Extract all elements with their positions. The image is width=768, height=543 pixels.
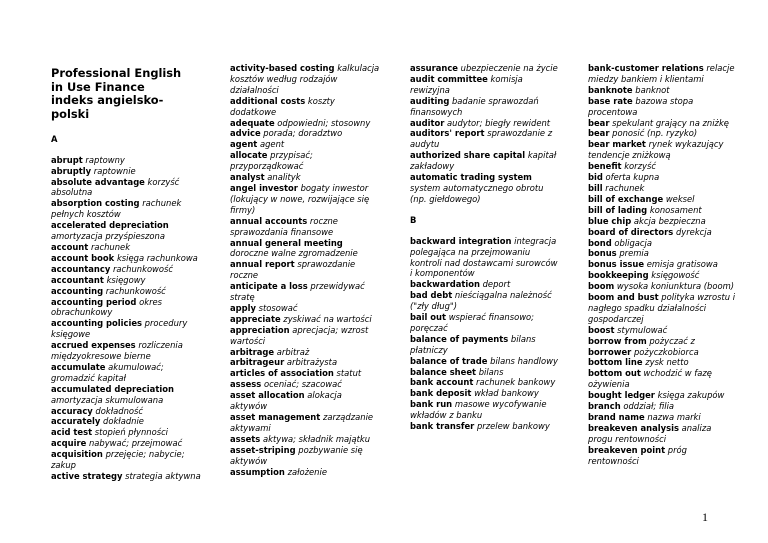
glossary-entry <box>230 434 380 445</box>
entry-term: accumulated depreciation <box>51 383 174 394</box>
entry-term: annual report <box>230 259 295 270</box>
glossary-entry <box>230 118 380 129</box>
glossary-entry <box>410 96 560 118</box>
entry-term: bail out <box>410 312 447 323</box>
entry-translation: stopień płynności <box>94 427 168 438</box>
entry-term: account book <box>51 252 115 263</box>
entry-translation: kapitał zakładowy <box>410 150 557 172</box>
entry-term: boom <box>588 281 615 292</box>
glossary-entry <box>230 325 380 347</box>
entry-term: bad debt <box>410 290 453 301</box>
entry-translation: stymulować <box>617 324 668 335</box>
glossary-entry <box>410 312 560 334</box>
entry-list <box>230 63 380 477</box>
entry-translation: bazowa stopa procentowa <box>588 95 694 117</box>
glossary-entry <box>51 275 201 286</box>
glossary-entry <box>588 259 738 270</box>
entry-translation: wchodzić w fazę ożywienia <box>588 368 712 390</box>
glossary-entry <box>230 314 380 325</box>
glossary-entry <box>410 236 560 280</box>
entry-translation: rachunek pełnych kosztów <box>51 198 182 220</box>
glossary-entry <box>51 286 201 297</box>
entry-translation: alokacja aktywów <box>230 390 342 412</box>
entry-translation: księgowość <box>651 270 700 281</box>
entry-term: breakeven analysis <box>588 422 679 433</box>
entry-term: abrupt <box>51 154 83 165</box>
entry-term: backwardation <box>410 279 480 290</box>
entry-term: accountant <box>51 274 104 285</box>
entry-term: bear <box>588 128 610 139</box>
entry-term: activity-based costing <box>230 63 335 73</box>
entry-term: bank-customer relations <box>588 63 704 73</box>
glossary-entry <box>588 390 738 401</box>
entry-translation: amortyzacja skumulowana <box>51 394 164 405</box>
glossary-entry <box>230 357 380 368</box>
glossary-entry <box>410 377 560 388</box>
entry-translation: stosować <box>258 302 298 313</box>
entry-translation: system automatycznego obrotu (np. giełdowego) <box>410 182 544 204</box>
entry-translation: próg rentowności <box>588 444 687 466</box>
entry-translation: założenie <box>287 466 327 477</box>
glossary-entry <box>51 384 201 406</box>
entry-term: accountancy <box>51 263 111 274</box>
entry-translation: analityk <box>267 172 301 183</box>
glossary-entry <box>230 96 380 118</box>
entry-term: anticipate a loss <box>230 281 308 292</box>
glossary-entry <box>588 227 738 238</box>
entry-translation: kalkulacja kosztów według rodzajów działalności <box>230 63 380 95</box>
glossary-entry <box>588 216 738 227</box>
entry-translation: rynek wykazujący tendencje zniżkową <box>588 139 724 161</box>
glossary-entry <box>51 198 201 220</box>
glossary-entry <box>51 449 201 471</box>
entry-term: audit committee <box>410 73 488 84</box>
glossary-entry <box>588 325 738 336</box>
entry-term: absorption costing <box>51 198 140 209</box>
entry-translation: strategia aktywna <box>125 471 201 481</box>
glossary-entry <box>230 303 380 314</box>
glossary-entry <box>51 297 201 319</box>
entry-term: accurately <box>51 416 101 427</box>
entry-translation: sprawozdanie z audytu <box>410 128 553 150</box>
glossary-entry <box>230 238 380 260</box>
entry-translation: zarządzanie aktywami <box>230 412 374 433</box>
glossary-entry <box>410 367 560 378</box>
glossary-entry <box>588 248 738 259</box>
glossary-entry <box>588 412 738 423</box>
glossary-entry <box>51 406 201 417</box>
entry-term: benefit <box>588 161 622 172</box>
entry-term: arbitrage <box>230 346 275 357</box>
entry-translation: obligacja <box>614 237 652 248</box>
entry-term: authorized share capital <box>410 150 526 161</box>
entry-term: asset allocation <box>230 390 305 401</box>
entry-term: bonus issue <box>588 259 645 270</box>
entry-translation: nieściągalna należność ("zły dług") <box>410 290 552 312</box>
entry-term: breakeven point <box>588 444 666 455</box>
entry-term: accounting <box>51 285 104 296</box>
entry-translation: wkład bankowy <box>474 388 539 399</box>
glossary-entry <box>51 362 201 384</box>
entry-term: assets <box>230 433 261 444</box>
glossary-entry <box>230 259 380 281</box>
entry-term: bear <box>588 117 610 128</box>
entry-translation: przewidywać stratę <box>230 281 365 303</box>
glossary-entry <box>588 357 738 368</box>
glossary-entry <box>230 281 380 303</box>
glossary-entry <box>230 445 380 467</box>
glossary-entry <box>230 128 380 139</box>
entry-term: articles of association <box>230 368 334 379</box>
entry-term: acquire <box>51 438 87 449</box>
entry-translation: emisja gratisowa <box>646 259 718 270</box>
entry-translation: bilans płatniczy <box>410 333 536 355</box>
entry-term: auditors' report <box>410 128 485 139</box>
entry-translation: spekulant grający na zniżkę <box>612 117 729 128</box>
entry-translation: sprawozdanie roczne <box>230 259 356 281</box>
glossary-entry <box>51 220 201 242</box>
entry-term: bottom out <box>588 368 641 379</box>
entry-translation: rachunek <box>605 182 645 193</box>
glossary-entry <box>230 216 380 238</box>
entry-term: branch <box>588 401 621 412</box>
entry-term: arbitrageur <box>230 357 285 368</box>
entry-translation: badanie sprawozdań finansowych <box>410 95 539 117</box>
glossary-entry <box>230 412 380 434</box>
entry-translation: rachunkowość <box>105 285 166 296</box>
entry-term: balance sheet <box>410 366 477 377</box>
entry-term: angel investor <box>230 182 298 193</box>
glossary-entry <box>588 347 738 358</box>
entry-term: bottom line <box>588 357 643 368</box>
glossary-entry <box>230 467 380 478</box>
entry-translation: integracja polegająca na przejmowaniu kontroli nad dostawcami surowców i komponentów <box>410 235 558 279</box>
entry-term: advice <box>230 128 261 139</box>
entry-translation: koszty dodatkowe <box>230 95 335 117</box>
entry-translation: konosament <box>649 204 702 215</box>
glossary-entry <box>51 264 201 275</box>
entry-translation: amortyzacja przyśpieszona <box>51 231 165 242</box>
entry-term: acquisition <box>51 449 103 460</box>
entry-term: backward integration <box>410 235 512 246</box>
entry-term: active strategy <box>51 471 123 481</box>
glossary-entry <box>230 390 380 412</box>
glossary-entry <box>230 63 380 96</box>
entry-translation: nazwa marki <box>647 412 701 422</box>
entry-translation: zysk netto <box>645 357 689 368</box>
entry-term: auditing <box>410 95 450 106</box>
entry-term: assess <box>230 379 262 390</box>
glossary-entry <box>230 150 380 172</box>
entry-term: agent <box>230 139 258 150</box>
entry-term: annual accounts <box>230 215 308 226</box>
entry-term: bond <box>588 237 612 248</box>
entry-term: bank run <box>410 399 453 410</box>
entry-translation: przelew bankowy <box>476 421 550 432</box>
entry-translation: statut <box>336 368 362 379</box>
entry-list <box>588 63 738 467</box>
glossary-entry <box>230 379 380 390</box>
entry-translation: odpowiedni; stosowny <box>277 117 371 128</box>
entry-list <box>410 63 560 205</box>
entry-translation: komisja rewizyjna <box>410 73 523 95</box>
glossary-entry <box>588 161 738 172</box>
column-2 <box>230 63 380 477</box>
entry-translation: bilans handlowy <box>490 355 558 366</box>
entry-translation: akumulować; gromadzić kapitał <box>51 361 164 383</box>
glossary-entry <box>230 368 380 379</box>
glossary-entry <box>51 340 201 362</box>
entry-translation: akcja bezpieczna <box>633 215 706 226</box>
entry-translation: weksel <box>665 193 695 204</box>
entry-translation: agent <box>259 139 285 150</box>
glossary-entry <box>588 183 738 194</box>
entry-term: acid test <box>51 427 93 438</box>
glossary-entry <box>588 118 738 129</box>
entry-translation: księgowy <box>106 274 146 285</box>
entry-term: bookkeeping <box>588 270 649 281</box>
section-letter-a: A <box>51 133 58 144</box>
glossary-entry <box>410 74 560 96</box>
page-number: 1 <box>702 510 708 524</box>
entry-term: automatic trading system <box>410 172 532 183</box>
column-1 <box>51 63 201 482</box>
glossary-entry <box>230 139 380 150</box>
glossary-entry <box>410 150 560 172</box>
glossary-entry <box>588 205 738 216</box>
entry-term: assurance <box>410 63 458 73</box>
glossary-entry <box>410 279 560 290</box>
glossary-entry <box>588 292 738 325</box>
entry-translation: rozliczenia międzyokresowe bierne <box>51 340 183 362</box>
entry-translation: premia <box>619 248 649 259</box>
entry-term: balance of trade <box>410 355 488 366</box>
glossary-entry <box>51 471 201 482</box>
entry-term: asset management <box>230 412 321 422</box>
glossary-entry <box>410 356 560 367</box>
entry-term: bill of exchange <box>588 193 664 204</box>
entry-term: board of directors <box>588 226 674 237</box>
entry-term: boom and bust <box>588 292 659 303</box>
glossary-entry <box>51 166 201 177</box>
entry-term: accounting policies <box>51 318 142 329</box>
glossary-entry <box>588 96 738 118</box>
entry-translation: pożyczkobiorca <box>633 346 699 357</box>
entry-translation: bilans <box>478 366 504 377</box>
entry-translation: rachunkowość <box>112 263 174 274</box>
entry-term: absolute advantage <box>51 176 145 187</box>
glossary-entry <box>410 118 560 129</box>
glossary-entry <box>410 421 560 432</box>
entry-term: bonus <box>588 248 617 259</box>
entry-translation: deport <box>482 279 511 290</box>
entry-translation: dokładność <box>95 405 143 416</box>
entry-translation: wysoka koniunktura (boom) <box>616 281 735 292</box>
glossary-entry <box>588 85 738 96</box>
entry-term: accuracy <box>51 405 93 416</box>
glossary-entry <box>51 318 201 340</box>
glossary-entry <box>588 401 738 412</box>
glossary-entry <box>588 336 738 347</box>
entry-translation: aktywa; składnik majątku <box>262 433 371 444</box>
entry-translation: arbitrażysta <box>286 357 338 368</box>
entry-translation: procedury księgowe <box>51 318 188 340</box>
entry-term: auditor <box>410 117 445 128</box>
entry-translation: analiza progu rentowności <box>588 422 712 444</box>
entry-term: balance of payments <box>410 333 509 344</box>
entry-translation: porada; doradztwo <box>263 128 343 139</box>
entry-translation: oferta kupna <box>605 172 660 183</box>
glossary-entry <box>51 155 201 166</box>
entry-term: banknote <box>588 84 633 95</box>
entry-translation: dyrekcja <box>675 226 712 237</box>
entry-term: bill <box>588 182 603 193</box>
entry-translation: audytor; biegły rewident <box>447 117 551 128</box>
glossary-entry <box>51 427 201 438</box>
section-letter-b: B <box>410 214 417 225</box>
glossary-entry <box>588 139 738 161</box>
entry-term: abruptly <box>51 165 92 176</box>
entry-term: bought ledger <box>588 390 655 401</box>
entry-term: accrued expenses <box>51 340 136 351</box>
entry-translation: przejęcie; nabycie; zakup <box>51 449 185 471</box>
entry-term: borrower <box>588 346 632 357</box>
glossary-entry <box>588 270 738 281</box>
entry-translation: pożyczać z <box>649 335 695 346</box>
glossary-entry <box>230 172 380 183</box>
entry-translation: księga zakupów <box>657 390 725 401</box>
entry-term: borrow from <box>588 335 647 346</box>
glossary-entry <box>588 423 738 445</box>
entry-term: bid <box>588 172 603 183</box>
entry-term: bank transfer <box>410 421 475 432</box>
glossary-entry <box>51 253 201 264</box>
entry-term: analyst <box>230 172 265 183</box>
glossary-entry <box>410 172 560 205</box>
entry-translation: ponosić (np. ryzyko) <box>612 128 698 139</box>
entry-term: asset-striping <box>230 444 296 455</box>
entry-translation: oceniać; szacować <box>263 379 342 390</box>
entry-translation: aprecjacja; wzrost wartości <box>230 324 369 346</box>
entry-translation: oddział; filia <box>623 401 675 412</box>
entry-translation: raptowny <box>85 154 125 165</box>
glossary-entry <box>410 399 560 421</box>
glossary-entry <box>410 290 560 312</box>
glossary-entry <box>410 63 560 74</box>
entry-term: bank account <box>410 377 474 388</box>
glossary-entry <box>588 281 738 292</box>
entry-translation: rachunek bankowy <box>476 377 556 388</box>
glossary-entry <box>51 416 201 427</box>
glossary-entry <box>588 445 738 467</box>
entry-term: bear market <box>588 139 646 150</box>
entry-term: appreciate <box>230 313 281 324</box>
entry-translation: bogaty inwestor (lokujący w nowe, rozwijające się firmy) <box>230 182 370 215</box>
entry-term: additional costs <box>230 95 306 106</box>
glossary-entry <box>588 63 738 85</box>
glossary-entry <box>51 242 201 253</box>
entry-translation: raptownie <box>93 165 136 176</box>
glossary-entry <box>230 347 380 358</box>
entry-term: boost <box>588 324 615 335</box>
glossary-entry <box>588 172 738 183</box>
entry-translation: rachunek <box>90 241 131 252</box>
entry-list <box>410 236 560 432</box>
entry-translation: korzyść <box>624 161 656 172</box>
column-4 <box>588 63 738 467</box>
document-title: Professional English in Use Finance indeks angielsko-polski <box>51 66 182 122</box>
entry-translation: księga rachunkowa <box>116 252 198 263</box>
entry-translation: dokładnie <box>103 416 144 427</box>
glossary-entry <box>588 194 738 205</box>
entry-term: bank deposit <box>410 388 472 399</box>
entry-translation: roczne sprawozdania finansowe <box>230 215 338 237</box>
entry-term: blue chip <box>588 215 632 226</box>
glossary-entry <box>588 238 738 249</box>
entry-term: apply <box>230 302 256 313</box>
entry-term: assumption <box>230 466 285 477</box>
entry-translation: doroczne walne zgromadzenie <box>230 248 358 259</box>
glossary-entry <box>51 438 201 449</box>
entry-term: brand name <box>588 412 645 422</box>
entry-translation: polityka wzrostu i nagłego spadku działalności gospodarczej <box>588 292 736 324</box>
entry-translation: przypisać; przyporządkować <box>230 150 313 172</box>
entry-term: allocate <box>230 150 268 161</box>
column-3 <box>410 63 560 432</box>
glossary-entry <box>410 388 560 399</box>
entry-translation: nabywać; przejmować <box>88 438 183 449</box>
entry-term: account <box>51 241 89 252</box>
entry-translation: ubezpieczenie na życie <box>460 63 558 73</box>
entry-term: annual general meeting <box>230 237 343 248</box>
entry-translation: banknot <box>635 84 670 95</box>
entry-translation: wspierać finansowo; poręczać <box>410 312 534 333</box>
glossary-entry <box>230 183 380 216</box>
entry-translation: relacje miedzy bankiem i klientami <box>588 63 735 84</box>
glossary-entry <box>51 177 201 199</box>
entry-translation: pozbywanie się aktywów <box>230 444 363 466</box>
entry-term: base rate <box>588 95 633 106</box>
glossary-entry <box>410 128 560 150</box>
glossary-entry <box>588 368 738 390</box>
entry-term: bill of lading <box>588 204 648 215</box>
entry-translation: korzyść absolutna <box>51 176 180 198</box>
entry-list <box>51 155 201 482</box>
entry-translation: zyskiwać na wartości <box>283 313 372 324</box>
entry-term: adequate <box>230 117 275 128</box>
entry-term: accounting period <box>51 296 137 307</box>
entry-term: appreciation <box>230 324 290 335</box>
entry-term: accelerated depreciation <box>51 220 169 231</box>
entry-term: accumulate <box>51 361 106 372</box>
entry-translation: okres obrachunkowy <box>51 296 163 318</box>
glossary-entry <box>588 128 738 139</box>
entry-translation: arbitraż <box>276 346 310 357</box>
entry-translation: masowe wycofywanie wkładów z banku <box>410 399 547 421</box>
glossary-entry <box>410 334 560 356</box>
